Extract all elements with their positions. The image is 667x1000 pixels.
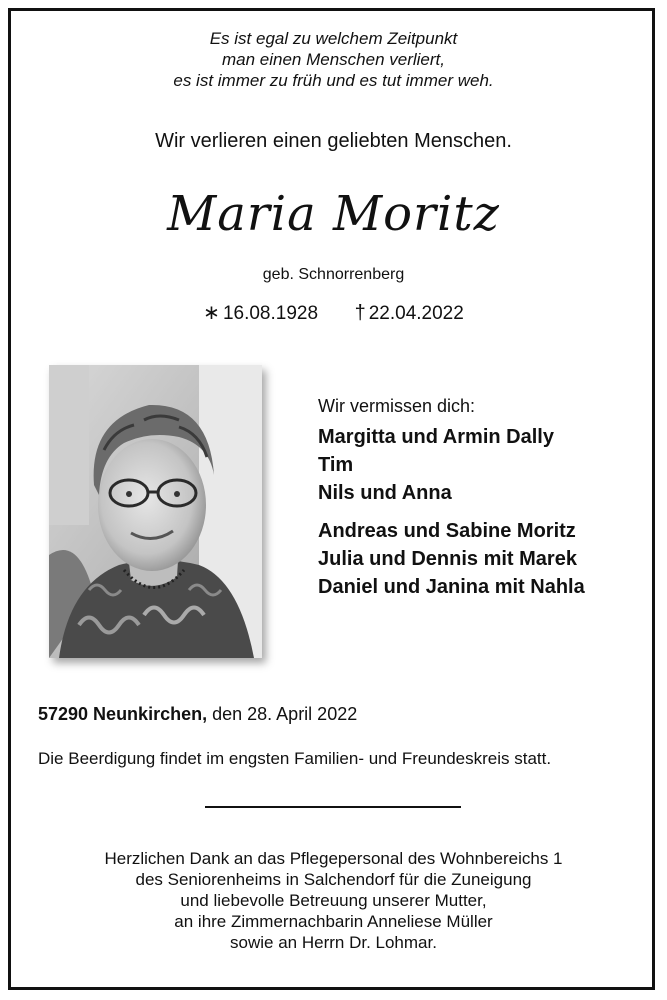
thanks-line: sowie an Herrn Dr. Lohmar. <box>230 933 437 952</box>
deceased-name: Maria Moritz <box>167 186 500 242</box>
thanks-line: an ihre Zimmernachbarin Anneliese Müller <box>174 912 493 931</box>
divider-line <box>205 806 461 808</box>
family-member: Julia und Dennis mit Marek <box>318 548 577 570</box>
family-member: Tim <box>318 454 354 476</box>
thanks-line: des Seniorenheims in Salchendorf für die Zuneigung <box>135 870 532 889</box>
birth-star-icon: ∗ <box>203 302 220 324</box>
place-date-line <box>38 704 357 725</box>
death-date: 22.04.2022 <box>368 303 464 324</box>
intro-text: Wir verlieren einen geliebten Menschen. <box>155 130 512 152</box>
quote-line: es ist immer zu früh und es tut immer weh. <box>173 71 494 90</box>
thanks-line: Herzlichen Dank an das Pflegepersonal des Wohnbereichs 1 <box>104 849 563 868</box>
family-member: Nils und Anna <box>318 482 452 504</box>
quote-line: Es ist egal zu welchem Zeitpunkt <box>209 29 458 48</box>
date: den 28. April 2022 <box>212 704 358 724</box>
family-member: Andreas und Sabine Moritz <box>318 520 576 542</box>
quote-line: man einen Menschen verliert, <box>221 50 445 69</box>
quote-block <box>0 28 667 91</box>
family-member: Daniel und Janina mit Nahla <box>318 576 585 598</box>
place: 57290 Neunkirchen, <box>38 704 208 724</box>
family-heading: Wir vermissen dich: <box>318 396 476 416</box>
family-member: Margitta und Armin Dally <box>318 426 554 448</box>
family-list <box>318 396 648 601</box>
death-cross-icon: † <box>354 302 366 324</box>
life-dates <box>0 300 667 325</box>
thanks-block <box>0 848 667 953</box>
funeral-notice: Die Beerdigung findet im engsten Familien- und Freundeskreis statt. <box>38 749 552 768</box>
birth-name: geb. Schnorrenberg <box>262 266 405 283</box>
portrait-photo <box>49 365 262 658</box>
thanks-line: und liebevolle Betreuung unserer Mutter, <box>180 891 487 910</box>
birth-date: 16.08.1928 <box>222 303 319 324</box>
